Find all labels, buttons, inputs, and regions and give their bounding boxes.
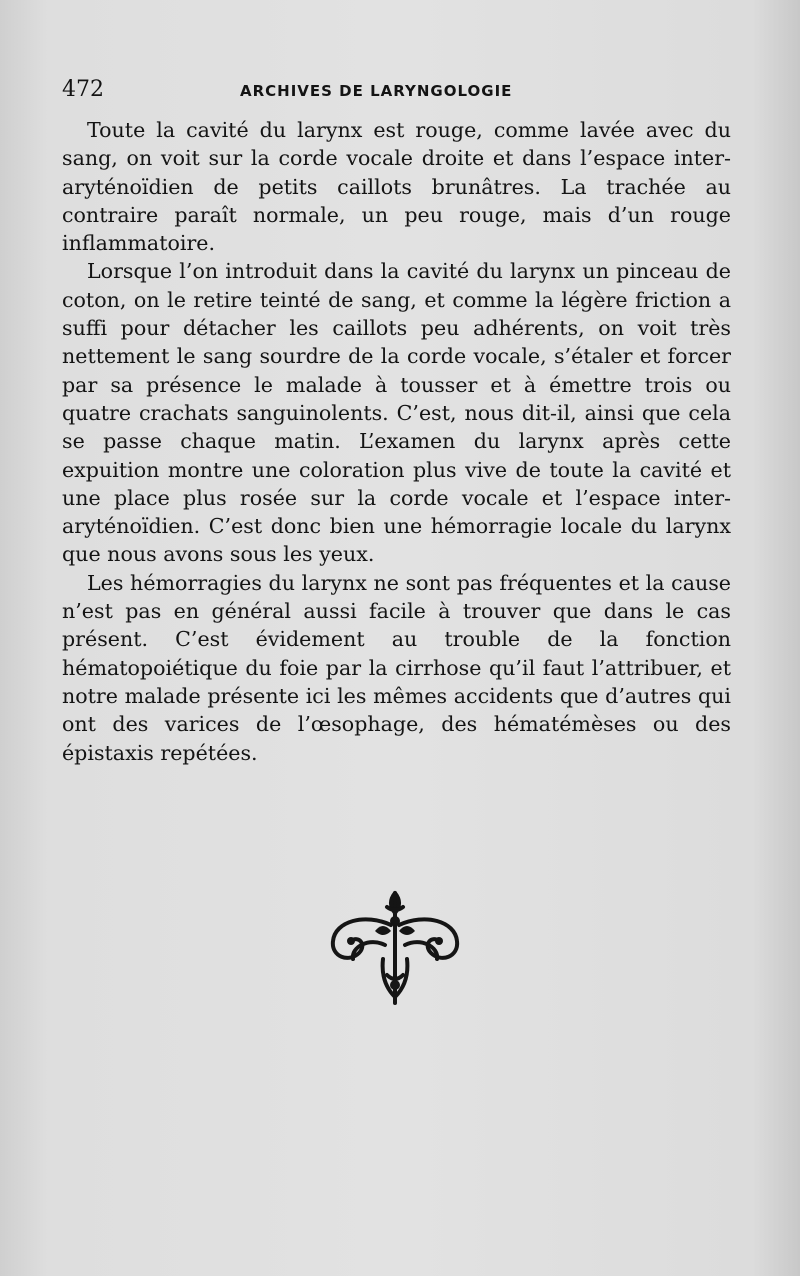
page-number: 472 xyxy=(62,77,104,102)
page-header xyxy=(62,77,730,107)
paragraph: Les hémorragies du larynx ne sont pas fréquentes et la cause n’est pas en général aussi facile à trouver que dans le cas présent. C’est évidement au trouble de la fonction hématopoiétique du foie par la cirrhose qu’il faut l’attribuer, et notre malade présente ici les mêmes accidents que d’autres qui ont des varices de l’œsophage, des hématémèses ou des épistaxis repétées. xyxy=(62,570,731,765)
body-text xyxy=(62,116,731,767)
paragraph: Toute la cavité du larynx est rouge, comme lavée avec du sang, on voit sur la corde vocale droite et dans l’espace inter-aryténoïdien de petits caillots brunâtres. La trachée au contraire paraît normale, un peu rouge, mais d’un rouge inflammatoire. xyxy=(62,118,731,256)
fleuron-ornament-icon xyxy=(325,885,465,1005)
paragraph: Lorsque l’on introduit dans la cavité du larynx un pinceau de coton, on le retire teinté de sang, et comme la légère friction a suffi pour détacher les caillots peu adhérents, on voit très nettement le sang sourdre de la corde vocale, s’étaler et forcer par sa présence le malade à tousser et à émettre trois ou quatre crachats sanguinolents. C’est, nous dit-il, ainsi que cela se passe chaque matin. L’examen du larynx après cette expuition montre une coloration plus vive de toute la cavité et une place plus rosée sur la corde vocale et l’espace inter-aryténoïdien. C’est donc bien une hémorragie locale du larynx que nous avons sous les yeux. xyxy=(62,259,731,567)
running-head: ARCHIVES DE LARYNGOLOGIE xyxy=(240,82,513,100)
